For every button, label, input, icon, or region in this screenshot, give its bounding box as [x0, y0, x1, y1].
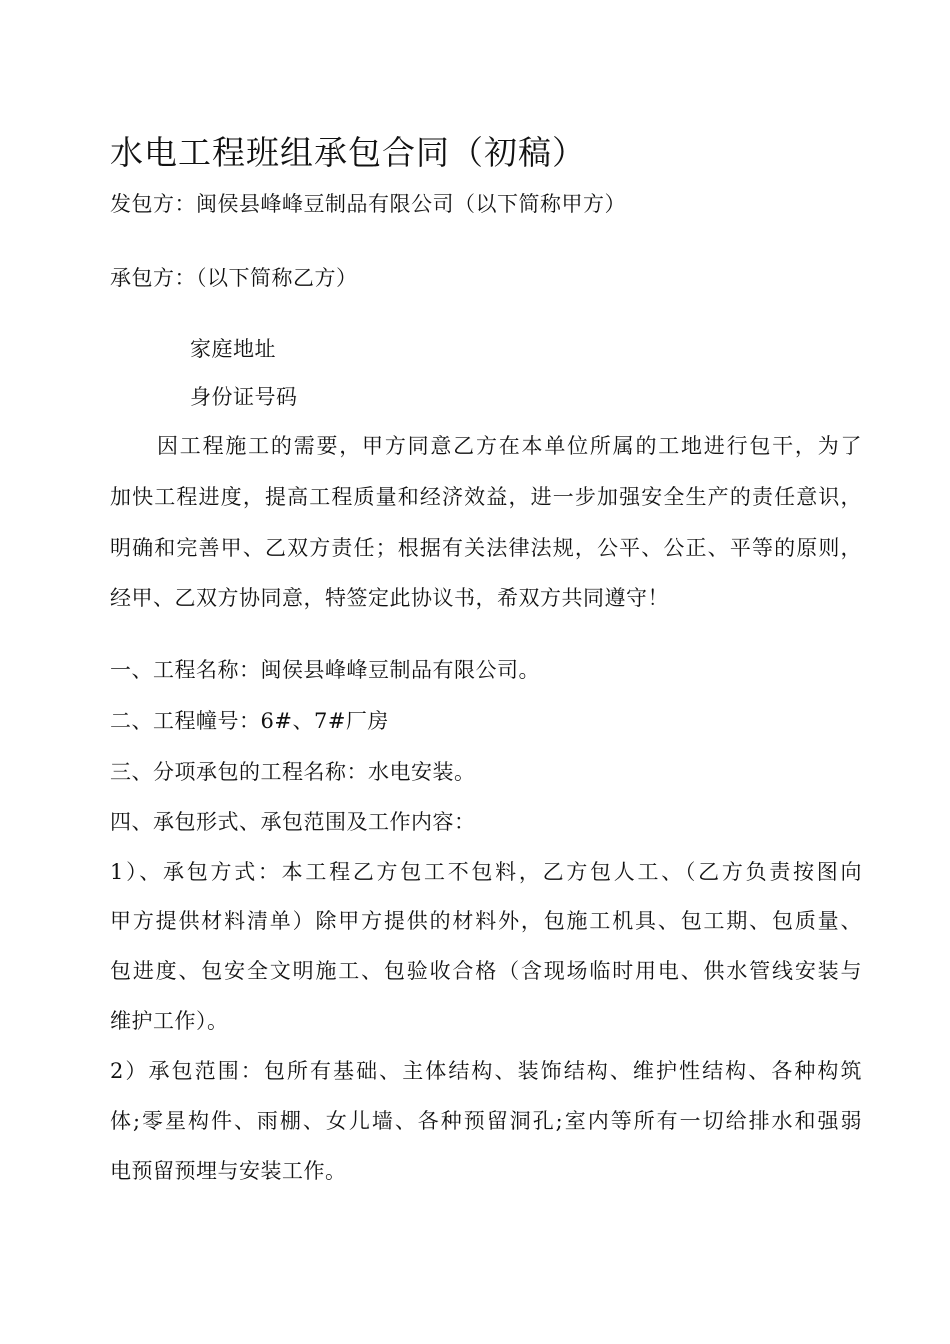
item-1-line: 包进度、包安全文明施工、包验收合格（含现场临时用电、供水管线安装与 — [110, 959, 862, 983]
id-number-label: 身份证号码 — [190, 385, 298, 409]
item-1-line: 1）、承包方式：本工程乙方包工不包料，乙方包人工、（乙方负责按图向 — [110, 860, 862, 884]
section-3-subcontract-name: 三、分项承包的工程名称：水电安装。 — [110, 760, 476, 784]
preamble-line: 加快工程进度，提高工程质量和经济效益，进一步加强安全生产的责任意识， — [110, 485, 862, 509]
preamble-line: 明确和完善甲、乙双方责任；根据有关法律法规，公平、公正、平等的原则， — [110, 536, 862, 560]
section-2-building-number: 二、工程幢号：6#、7#厂房 — [110, 709, 389, 733]
preamble-line: 经甲、乙双方协同意，特签定此协议书，希双方共同遵守！ — [110, 586, 669, 610]
item-2-line: 电预留预埋与安装工作。 — [110, 1159, 347, 1183]
party-a-line: 发包方：闽侯县峰峰豆制品有限公司（以下简称甲方） — [110, 192, 626, 216]
item-2-line: 体;零星构件、雨棚、女儿墙、各种预留洞孔;室内等所有一切给排水和强弱 — [110, 1109, 862, 1133]
section-4-contract-form: 四、承包形式、承包范围及工作内容： — [110, 810, 476, 834]
section-1-project-name: 一、工程名称：闽侯县峰峰豆制品有限公司。 — [110, 658, 540, 682]
party-b-line: 承包方：（以下简称乙方） — [110, 266, 358, 290]
item-1-line: 维护工作）。 — [110, 1009, 229, 1033]
document-title: 水电工程班组承包合同（初稿） — [110, 133, 586, 172]
preamble-line: 因工程施工的需要，甲方同意乙方在本单位所属的工地进行包干，为了 — [157, 434, 862, 458]
item-1-line: 甲方提供材料清单）除甲方提供的材料外，包施工机具、包工期、包质量、 — [110, 909, 862, 933]
home-address-label: 家庭地址 — [190, 337, 276, 361]
item-2-line: 2）承包范围：包所有基础、主体结构、装饰结构、维护性结构、各种构筑 — [110, 1059, 862, 1083]
